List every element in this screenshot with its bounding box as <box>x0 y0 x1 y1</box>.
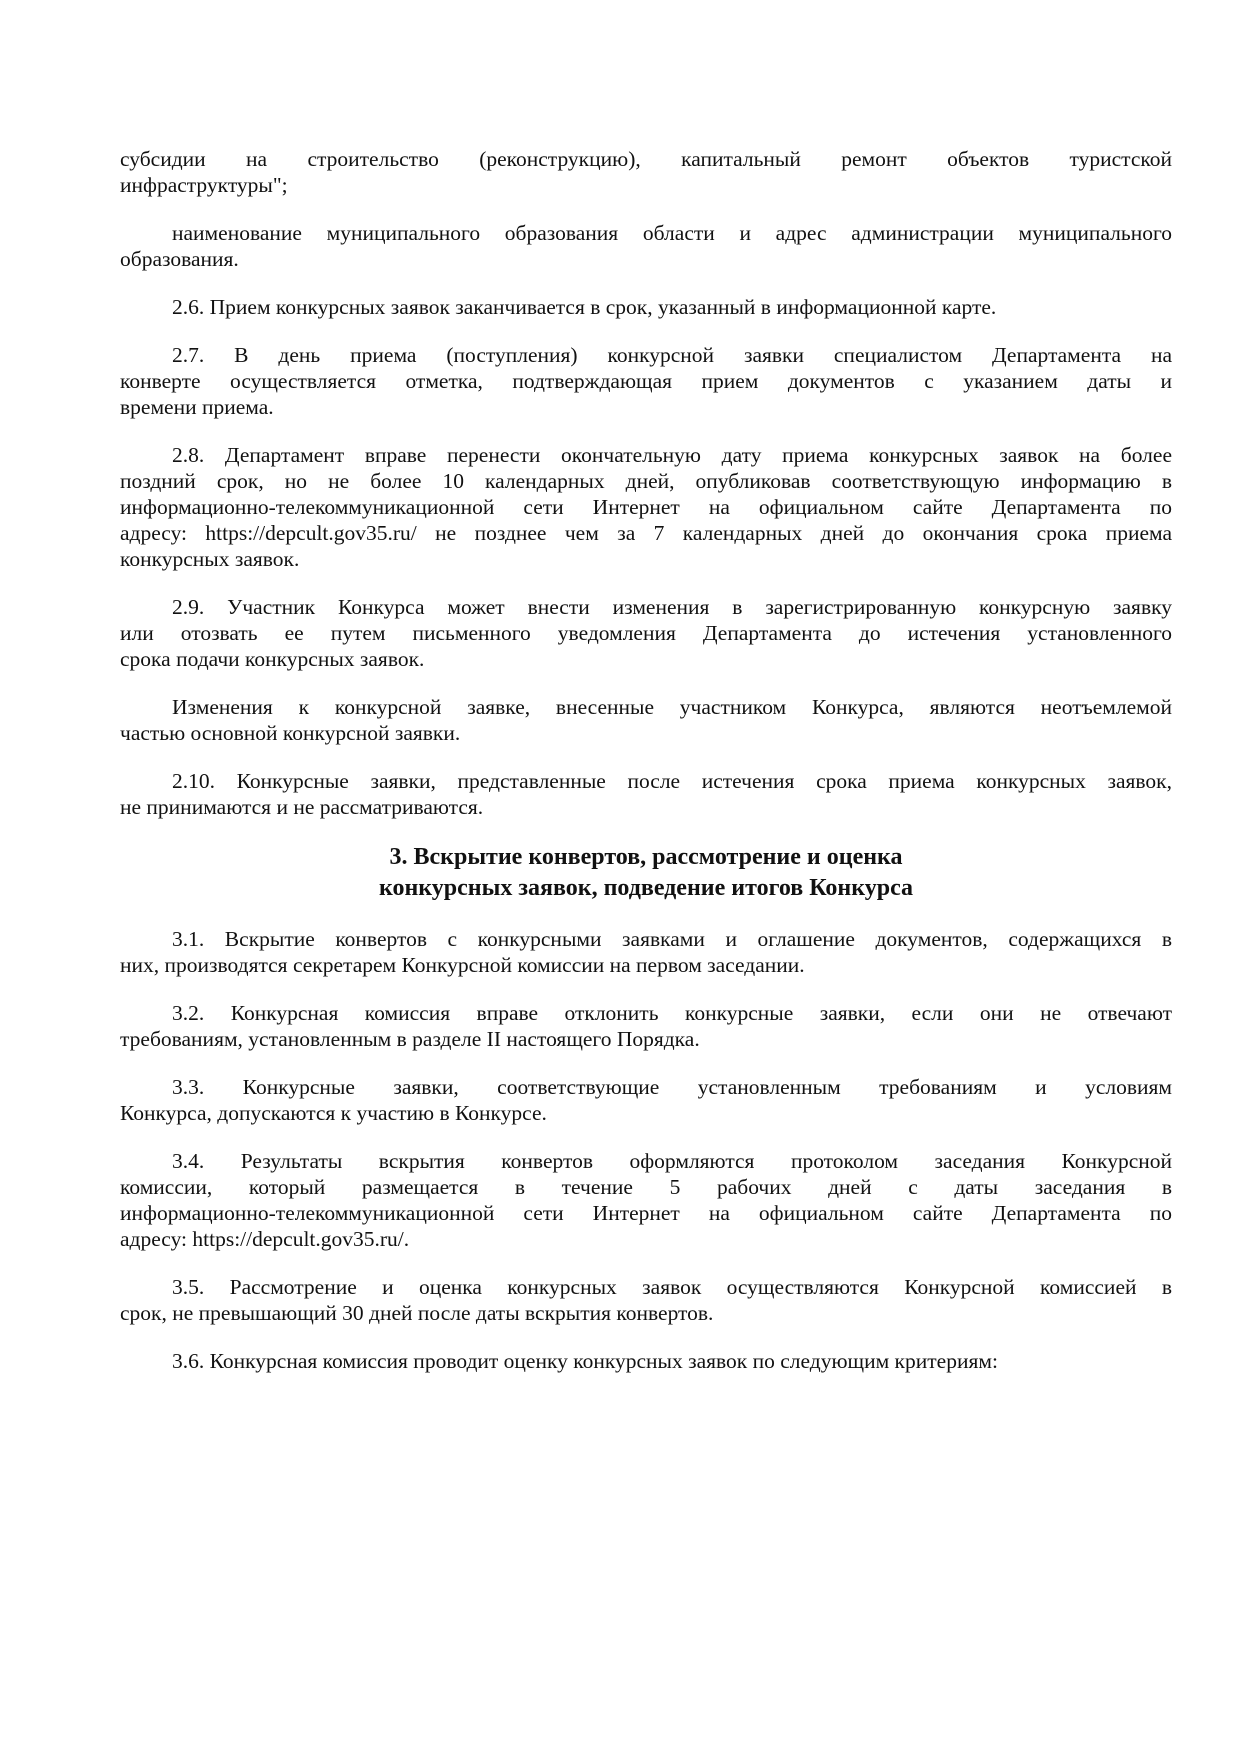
paragraph-line: срока подачи конкурсных заявок. <box>120 647 425 671</box>
paragraph <box>120 220 1172 272</box>
heading-line-2: конкурсных заявок, подведение итогов Конкурса <box>378 875 914 901</box>
paragraph <box>120 1274 1172 1326</box>
paragraph-line: требованиям, установленным в разделе II настоящего Порядка. <box>120 1027 700 1051</box>
paragraph-line: конкурсных заявок. <box>120 547 300 571</box>
paragraph <box>120 1148 1172 1252</box>
paragraph-line: информационно-телекоммуникационной сети Интернет на официальном сайте Департамента по <box>120 1201 1172 1225</box>
paragraph-line: инфраструктуры"; <box>120 173 288 197</box>
paragraph <box>120 694 1172 746</box>
paragraph-line: 3.2. Конкурсная комиссия вправе отклонить конкурсные заявки, если они не отвечают <box>172 1001 1172 1025</box>
paragraph <box>120 768 1172 820</box>
paragraph-line: 2.10. Конкурсные заявки, представленные после истечения срока приема конкурсных заявок, <box>172 769 1172 793</box>
paragraph-line: адресу: https://depcult.gov35.ru/ не позднее чем за 7 календарных дней до окончания срока приема <box>120 521 1172 545</box>
paragraph-line: времени приема. <box>120 395 274 419</box>
paragraph <box>120 442 1172 572</box>
paragraph-line: 3.6. Конкурсная комиссия проводит оценку конкурсных заявок по следующим критериям: <box>172 1349 998 1373</box>
paragraph-line: не принимаются и не рассматриваются. <box>120 795 484 819</box>
paragraph <box>120 1000 1172 1052</box>
paragraph-line: частью основной конкурсной заявки. <box>120 721 461 745</box>
paragraph-line: 2.6. Прием конкурсных заявок заканчивается в срок, указанный в информационной карте. <box>172 295 997 319</box>
paragraph-line: 2.9. Участник Конкурса может внести изменения в зарегистрированную конкурсную заявку <box>172 595 1172 619</box>
paragraph-line: Изменения к конкурсной заявке, внесенные участником Конкурса, являются неотъемлемой <box>172 695 1172 719</box>
paragraph-line: поздний срок, но не более 10 календарных дней, опубликовав соответствующую информацию в <box>120 469 1172 493</box>
paragraph-line: конверте осуществляется отметка, подтверждающая прием документов с указанием даты и <box>120 369 1172 393</box>
paragraph-line: 2.7. В день приема (поступления) конкурсной заявки специалистом Департамента на <box>172 343 1172 367</box>
paragraph-line: Конкурса, допускаются к участию в Конкурсе. <box>120 1101 547 1125</box>
paragraph-line: 3.4. Результаты вскрытия конвертов оформляются протоколом заседания Конкурсной <box>172 1149 1172 1173</box>
section-3-heading <box>120 842 1172 904</box>
paragraph-line: наименование муниципального образования области и адрес администрации муниципального <box>172 221 1172 245</box>
paragraph-line: 2.8. Департамент вправе перенести окончательную дату приема конкурсных заявок на более <box>172 443 1172 467</box>
paragraph <box>120 146 1172 198</box>
paragraph-line: комиссии, который размещается в течение 5 рабочих дней с даты заседания в <box>120 1175 1172 1199</box>
paragraph-line: или отозвать ее путем письменного уведомления Департамента до истечения установленного <box>120 621 1172 645</box>
section-3-body <box>120 926 1172 1374</box>
document-page <box>120 146 1172 1396</box>
paragraph-line: информационно-телекоммуникационной сети Интернет на официальном сайте Департамента по <box>120 495 1172 519</box>
paragraph-line: адресу: https://depcult.gov35.ru/. <box>120 1227 410 1251</box>
paragraph <box>120 926 1172 978</box>
paragraph-line: 3.5. Рассмотрение и оценка конкурсных заявок осуществляются Конкурсной комиссией в <box>172 1275 1172 1299</box>
paragraph-line: субсидии на строительство (реконструкцию), капитальный ремонт объектов туристской <box>120 147 1172 171</box>
paragraph <box>120 294 1172 320</box>
paragraph <box>120 342 1172 420</box>
paragraph-line: срок, не превышающий 30 дней после даты вскрытия конвертов. <box>120 1301 714 1325</box>
paragraph-line: 3.1. Вскрытие конвертов с конкурсными заявками и оглашение документов, содержащихся в <box>172 927 1172 951</box>
paragraph <box>120 594 1172 672</box>
heading-line-1: 3. Вскрытие конвертов, рассмотрение и оценка <box>389 844 903 870</box>
section-2-continuation <box>120 146 1172 820</box>
paragraph-line: 3.3. Конкурсные заявки, соответствующие установленным требованиям и условиям <box>172 1075 1172 1099</box>
paragraph <box>120 1074 1172 1126</box>
paragraph <box>120 1348 1172 1374</box>
paragraph-line: образования. <box>120 247 239 271</box>
paragraph-line: них, производятся секретарем Конкурсной комиссии на первом заседании. <box>120 953 805 977</box>
